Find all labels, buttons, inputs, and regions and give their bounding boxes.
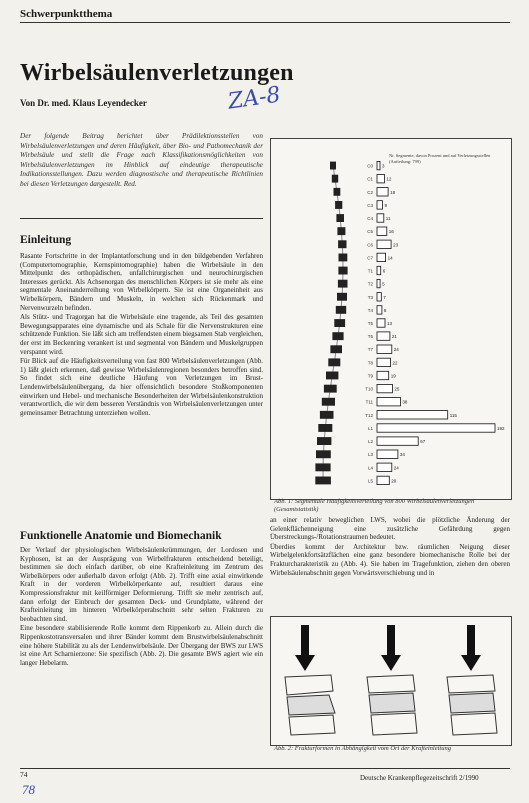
category-label: L2 xyxy=(367,439,373,445)
bar-L5 xyxy=(377,476,389,484)
vertebra-C4 xyxy=(336,214,344,222)
category-label: L3 xyxy=(367,452,373,458)
category-label: C1 xyxy=(367,176,373,182)
category-label: L4 xyxy=(367,465,373,471)
bar-value-label: 13 xyxy=(387,321,393,326)
vertebra-T7 xyxy=(330,345,342,353)
bar-T7 xyxy=(377,345,392,353)
vertebra-T10 xyxy=(324,385,337,393)
force-arrow-right xyxy=(461,625,481,671)
category-label: T7 xyxy=(367,347,373,353)
abstract-rule xyxy=(20,218,263,219)
page-number: 74 xyxy=(20,770,28,779)
section-anatomie-body xyxy=(20,546,263,668)
section-einleitung-body xyxy=(20,252,263,418)
vertebra-stack-left xyxy=(285,675,335,735)
bar-T1 xyxy=(377,266,381,274)
bar-value-label: 11 xyxy=(385,216,391,221)
paragraph: Rasante Fortschritte in der Implantatforschung und in den bildgebenden Verfahren (Computertomographie, Kernspintomographie) haben die Wirbelsäule in den Mittelpunkt des orthopädischen, unfallchirurgischen und neurochirurgischen Interesses gerückt. Als Achsenorgan des menschlichen Körpers ist sie mehr als eine segmentale Aneinanderreihung von Wirbelkörpern. Sie ist eine Organeinheit aus Wirbelkörpern, Bändern und Muskeln, in welchen sich Rückenmark und Nervenwurzeln befinden. xyxy=(20,252,263,312)
author-line: Von Dr. med. Klaus Leyendecker xyxy=(20,98,147,108)
bar-value-label: 38 xyxy=(402,399,408,405)
vertebra-T8 xyxy=(328,358,340,366)
vertebra-C2 xyxy=(334,188,341,196)
bar-C1 xyxy=(377,175,384,183)
paragraph: Der Verlauf der physiologischen Wirbelsäulenkrümmungen, der Lordosen und Kyphosen, ist an der Ausprägung von Wirbelfrakturen entscheidend beteiligt, bestimmen sie doch einfach darüber, ob eine Krafteinleitung im Zentrum des Wirbelkörpers oder außerhalb davon erfolgt (Abb. 2). Trifft eine axial einwirkende Kraft in der vorderen Wirbelkörperkante auf, resultiert daraus eine Kompressionsfraktur mit keilförmiger Deformierung. Trifft sie mehr zentrisch auf, dann erfolgt der Einbruch der gesamten Deck- und Grundplatte, während der Krafteinleitung im hinteren Wirbelkörperabschnitt sehr selten Frakturen zu beobachten sind. xyxy=(20,546,263,623)
bar-value-label: 18 xyxy=(390,189,396,195)
paragraph: Als Stütz- und Tragorgan hat die Wirbelsäule eine tragende, als Teil des gesamten Bewegungsapparates eine dynamische und als Schale für die Nervenstrukturen eine schützende Funktion. Sie läßt sich am treffendsten einem biegsamen Stab vergleichen, der erst im Beckenring verankert ist und segmental von Bändern und Muskelgruppen verspannt wird. xyxy=(20,313,263,356)
section-tag: Schwerpunktthema xyxy=(20,8,113,20)
category-label: T5 xyxy=(367,321,373,326)
category-label: T10 xyxy=(365,386,373,392)
vertebra-L3 xyxy=(316,450,331,458)
article-title: Wirbelsäulenverletzungen xyxy=(20,60,294,86)
bar-T11 xyxy=(377,398,400,406)
category-label: T6 xyxy=(367,334,373,340)
category-label: C4 xyxy=(367,216,373,221)
bar-value-label: 20 xyxy=(391,478,397,484)
bar-value-label: 16 xyxy=(388,229,394,235)
category-label: C6 xyxy=(367,242,373,248)
category-label: C5 xyxy=(367,229,373,235)
paragraph: Für Blick auf die Häufigkeitsverteilung von fast 800 Wirbelsäulenverletzungen (Abb. 1) läßt gleich erkennen, daß gewisse Wirbelsäulenregionen besonders betroffen sind. So findet sich eine deutliche Häufung von Verletzungen im Brust-Lendenwirbelsäulenübergang, da hier offensichtlich besondere Stoßkomponenten einwirken und Hebel- und mechanische Besonderheiten der Wirbelsäulenkonstruktion verantwortlich, die wir dem besseren Verständnis von Wirbelsäulenverletzungen unter gemeinsamer Betrachtung unterziehen wollen. xyxy=(20,357,263,417)
bar-C7 xyxy=(377,253,386,261)
bar-T3 xyxy=(377,293,381,301)
bar-value-label: 9 xyxy=(384,202,388,208)
right-column-text xyxy=(270,516,510,578)
vertebra-T2 xyxy=(338,280,348,288)
footer-rule xyxy=(20,768,510,769)
category-label: T8 xyxy=(367,360,373,366)
bar-value-label: 3 xyxy=(382,163,385,169)
category-label: T9 xyxy=(367,373,373,379)
vertebra-C6 xyxy=(338,240,346,248)
vertebra-T11 xyxy=(322,398,335,406)
vertebra-T5 xyxy=(334,319,345,327)
paragraph: an einer relativ beweglichen LWS, wobei die plötzliche Änderung der Gelenkflächenneigung eine zusätzliche Gefährdung gegen Überstreckungs-/Rotationstraumen bedeutet. xyxy=(270,516,510,542)
vertebra-C0 xyxy=(330,162,336,170)
vertebra-T4 xyxy=(336,306,346,314)
abstract: Der folgende Beitrag berichtet über Prädilektionsstellen von Wirbelsäulenverletzungen und deren Häufigkeit, über Bio- und Pathomechanik der Wirbelsäule und stellt die Frage nach Klassifikationsmöglichkeiten von Wirbelsäulenverletzungen im Hinblick auf eindeutige therapeutische Indikationsstellungen. Dazu werden diagnostische und therapeutische Richtlinien bei diesen Verletzungen dargestellt. Red. xyxy=(20,132,263,188)
vertebra-L5 xyxy=(315,477,331,485)
figure-1-caption: Abb. 1: Segmentale Häufigkeitsverteilung von 800 Wirbelsäulenverletzungen (Gesamtstatistik) xyxy=(274,498,475,513)
bar-C5 xyxy=(377,227,387,235)
bar-L3 xyxy=(377,450,398,458)
bar-L4 xyxy=(377,463,392,471)
bar-value-label: 14 xyxy=(387,255,393,261)
paragraph: Eine besondere stabilisierende Rolle kommt dem Rippenkorb zu. Allein durch die Rippenkostotransversalen und ihrer Bänder kommt dem Brustwirbelsäulenabschnitt eine höhere Stabilität zu als der Lendenwirbelsäule. Der Übergang der BWS zur LWS ist eine Art Scharnierzone: Sie spezifisch (Abb. 2). Die gesamte BWS agiert wie ein langer Hebelarm. xyxy=(20,624,263,667)
bar-value-label: 24 xyxy=(393,347,399,353)
bar-value-label: 19 xyxy=(390,373,396,379)
figure-1-legend: Nr. Segmente, davon Prozent und auf Verletzungsstellen (Aufteilung: 799) xyxy=(389,153,491,164)
bar-value-label: 24 xyxy=(393,465,399,471)
category-label: T11 xyxy=(365,399,373,405)
category-label: C7 xyxy=(367,255,373,261)
bar-T2 xyxy=(377,279,380,287)
bar-C3 xyxy=(377,201,383,209)
bar-value-label: 5 xyxy=(382,281,385,287)
bar-C2 xyxy=(377,188,388,196)
vertebra-stack-center xyxy=(367,675,417,735)
bar-T9 xyxy=(377,371,389,379)
heading-anatomie: Funktionelle Anatomie und Biomechanik xyxy=(20,530,222,542)
bar-value-label: 21 xyxy=(391,334,397,340)
vertebra-L1 xyxy=(318,424,332,432)
heading-einleitung: Einleitung xyxy=(20,234,72,246)
bar-T6 xyxy=(377,332,390,340)
category-label: L5 xyxy=(367,478,373,484)
category-label: T1 xyxy=(367,268,373,274)
force-arrow-center xyxy=(381,625,401,671)
vertebra-C1 xyxy=(332,175,338,183)
vertebra-C3 xyxy=(335,201,342,209)
bar-T5 xyxy=(377,319,385,327)
vertebra-T9 xyxy=(326,372,338,380)
bar-T12 xyxy=(377,411,448,419)
bar-T10 xyxy=(377,384,392,392)
vertebra-L4 xyxy=(315,463,330,471)
bar-L1 xyxy=(377,424,495,432)
bar-value-label: 34 xyxy=(399,452,405,458)
paragraph: Überdies kommt der Architektur bzw. räumlichen Neigung dieser Wirbelgelenkfortsätzflächen eine ganz besondere biomechanische Rolle bei der Frakturcharakteristik zu (Abb. 4). Sie haben im Tragefunktion, ziehen den oberen Wirbelsäulenabschnitt gegen Vorwärtsverschiebung und in xyxy=(270,542,510,577)
category-label: T2 xyxy=(367,281,373,287)
handwritten-page-number: 78 xyxy=(22,782,35,797)
vertebra-L2 xyxy=(317,437,331,445)
figure-2-caption: Abb. 2: Frakturformen in Abhängigkeit vom Ort der Krafteinleitung xyxy=(274,745,451,752)
vertebra-T1 xyxy=(338,267,347,275)
bar-value-label: 8 xyxy=(383,307,387,313)
bar-C0 xyxy=(377,161,380,169)
vertebra-stack-right xyxy=(447,675,497,735)
handwritten-note: ZA-8 xyxy=(226,82,283,115)
vertebra-C7 xyxy=(339,254,348,262)
bar-L2 xyxy=(377,437,418,445)
bar-value-label: 12 xyxy=(386,176,392,182)
bar-value-label: 67 xyxy=(420,439,426,445)
bar-value-label: 7 xyxy=(383,294,386,300)
bar-value-label: 25 xyxy=(394,386,400,392)
figure-1 xyxy=(270,138,512,500)
bar-C4 xyxy=(377,214,384,222)
vertebra-T12 xyxy=(320,411,334,419)
bar-T4 xyxy=(377,306,382,314)
category-label: C2 xyxy=(367,189,373,195)
vertebra-T6 xyxy=(332,332,343,340)
category-label: T4 xyxy=(367,307,373,313)
figure-2 xyxy=(270,616,512,746)
bar-value-label: 23 xyxy=(393,242,399,248)
fracture-diagram xyxy=(271,617,511,745)
bar-value-label: 6 xyxy=(382,268,386,274)
bar-value-label: 115 xyxy=(449,412,457,418)
category-label: T12 xyxy=(365,412,373,418)
spine-histogram xyxy=(271,139,511,499)
vertebra-C5 xyxy=(337,227,345,235)
category-label: T3 xyxy=(367,294,373,300)
bar-value-label: 22 xyxy=(392,360,398,366)
category-label: L1 xyxy=(367,426,373,431)
force-arrow-left xyxy=(295,625,315,671)
bar-C6 xyxy=(377,240,391,248)
journal-citation: Deutsche Krankenpflegezeitschrift 2/1990 xyxy=(360,774,479,782)
vertebra-T3 xyxy=(337,293,347,301)
top-rule xyxy=(20,22,510,23)
bar-T8 xyxy=(377,358,391,366)
category-label: C0 xyxy=(367,163,373,169)
category-label: C3 xyxy=(367,202,373,208)
bar-value-label: 192 xyxy=(497,426,505,431)
